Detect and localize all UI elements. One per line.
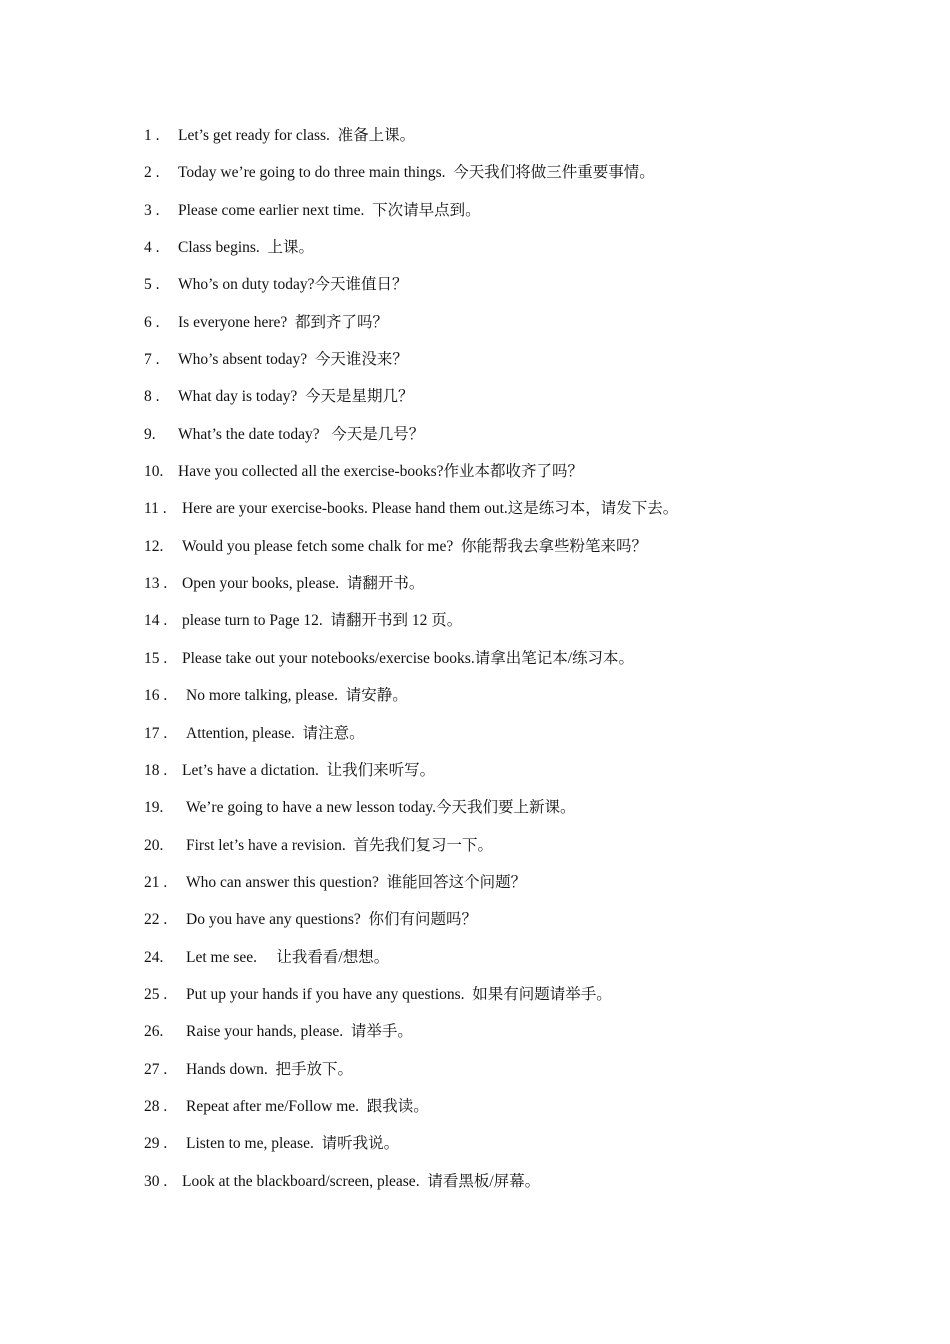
item-number: 19.: [144, 799, 164, 817]
item-text: Who can answer this question? 谁能回答这个问题？: [186, 873, 527, 891]
item-text: please turn to Page 12. 请翻开书到 12 页。: [182, 612, 463, 630]
item-text: Today we’re going to do three main things. 今天我们将做三件重要事情。: [178, 164, 655, 182]
item-text: Let me see. 让我看看/想想。: [186, 948, 390, 966]
item-text: Have you collected all the exercise-books?作业本都收齐了吗？: [178, 463, 584, 481]
list-item: [144, 161, 904, 198]
item-text: We’re going to have a new lesson today.今天我们要上新课。: [186, 799, 576, 817]
item-number: 30 .: [144, 1172, 168, 1190]
item-number: 13 .: [144, 575, 168, 593]
item-number: 20.: [144, 836, 164, 854]
item-text: Let’s have a dictation. 让我们来听写。: [182, 761, 436, 779]
item-text: Listen to me, please. 请听我说。: [186, 1135, 400, 1153]
item-text: Please come earlier next time. 下次请早点到。: [178, 201, 481, 219]
list-item: [144, 348, 904, 385]
item-number: 22 .: [144, 911, 168, 929]
list-item: [144, 759, 904, 796]
list-item: [144, 124, 904, 161]
item-text: Who’s absent today? 今天谁没来？: [178, 351, 408, 369]
item-text: What day is today? 今天是星期几？: [178, 388, 414, 406]
item-text: Open your books, please. 请翻开书。: [182, 575, 425, 593]
list-item: [144, 946, 904, 983]
list-item: [144, 722, 904, 759]
item-number: 26.: [144, 1023, 164, 1041]
item-number: 21 .: [144, 873, 168, 891]
item-text: Here are your exercise-books. Please hand them out.这是练习本，请发下去。: [182, 500, 679, 518]
item-number: 7 .: [144, 351, 160, 369]
item-text: Class begins. 上课。: [178, 239, 315, 257]
item-number: 14 .: [144, 612, 168, 630]
item-text: Raise your hands, please. 请举手。: [186, 1023, 413, 1041]
item-number: 11 .: [144, 500, 167, 518]
list-item: [144, 834, 904, 871]
list-item: [144, 199, 904, 236]
item-text: Hands down. 把手放下。: [186, 1060, 354, 1078]
item-number: 24.: [144, 948, 164, 966]
list-item: [144, 796, 904, 833]
list-item: [144, 871, 904, 908]
list-item: [144, 311, 904, 348]
item-number: 25 .: [144, 985, 168, 1003]
item-text: Do you have any questions? 你们有问题吗？: [186, 911, 478, 929]
list-item: [144, 1132, 904, 1169]
list-item: [144, 423, 904, 460]
item-number: 17 .: [144, 724, 168, 742]
list-item: [144, 684, 904, 721]
item-number: 16 .: [144, 687, 168, 705]
list-item: [144, 273, 904, 310]
list-item: [144, 497, 904, 534]
list-item: [144, 385, 904, 422]
item-number: 15 .: [144, 649, 168, 667]
item-text: Please take out your notebooks/exercise books.请拿出笔记本/练习本。: [182, 649, 635, 667]
item-text: No more talking, please. 请安静。: [186, 687, 408, 705]
item-number: 29 .: [144, 1135, 168, 1153]
item-number: 28 .: [144, 1097, 168, 1115]
list-item: [144, 1170, 904, 1207]
list-item: [144, 236, 904, 273]
list-item: [144, 535, 904, 572]
list-item: [144, 572, 904, 609]
list-item: [144, 908, 904, 945]
item-text: Would you please fetch some chalk for me? 你能帮我去拿些粉笔来吗？: [182, 537, 647, 555]
list-item: [144, 647, 904, 684]
list-item: [144, 1020, 904, 1057]
item-number: 5 .: [144, 276, 160, 294]
item-number: 27 .: [144, 1060, 168, 1078]
item-number: 4 .: [144, 239, 160, 257]
item-number: 9.: [144, 425, 156, 443]
item-number: 8 .: [144, 388, 160, 406]
list-item: [144, 983, 904, 1020]
list-item: [144, 609, 904, 646]
item-number: 3 .: [144, 201, 160, 219]
item-text: What’s the date today? 今天是几号？: [178, 425, 425, 443]
list-item: [144, 1058, 904, 1095]
item-number: 10.: [144, 463, 164, 481]
item-text: Let’s get ready for class. 准备上课。: [178, 127, 416, 144]
item-number: 2 .: [144, 164, 160, 182]
list-item: [144, 1095, 904, 1132]
item-text: Who’s on duty today?今天谁值日？: [178, 276, 408, 294]
item-number: 12.: [144, 537, 164, 555]
item-text: Is everyone here? 都到齐了吗？: [178, 313, 389, 331]
item-text: Look at the blackboard/screen, please. 请看黑板/屏幕。: [182, 1172, 541, 1190]
item-text: Put up your hands if you have any questions. 如果有问题请举手。: [186, 985, 612, 1003]
item-number: 18 .: [144, 761, 168, 779]
classroom-phrase-list: [144, 124, 904, 1207]
list-item: [144, 460, 904, 497]
item-text: Repeat after me/Follow me. 跟我读。: [186, 1097, 429, 1115]
item-text: Attention, please. 请注意。: [186, 724, 365, 742]
item-text: First let’s have a revision. 首先我们复习一下。: [186, 836, 493, 854]
item-number: 1 .: [144, 127, 160, 144]
item-number: 6 .: [144, 313, 160, 331]
